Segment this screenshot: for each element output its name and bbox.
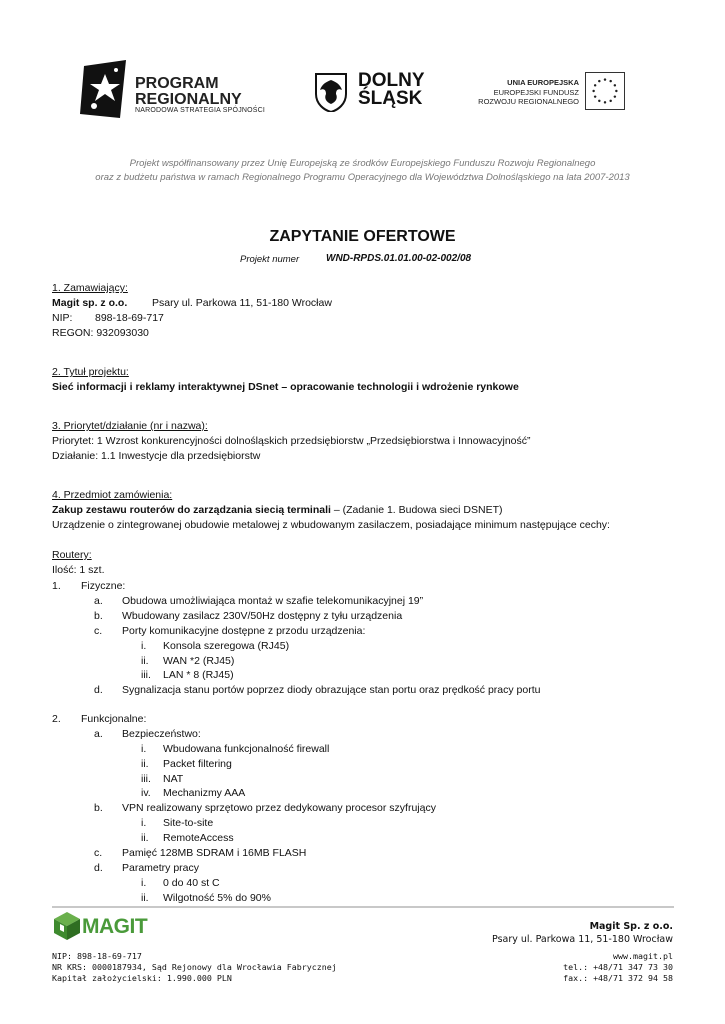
dolny-logo-line1: DOLNY — [358, 70, 425, 91]
s1-nip: 898-18-69-717 — [95, 312, 164, 324]
spec-item-text: Pamięć 128MB SDRAM i 16MB FLASH — [122, 847, 307, 859]
spec-item-text: Bezpieczeństwo: — [122, 728, 201, 740]
spec-item-text: Fizyczne: — [81, 580, 126, 592]
spec-item-text: Sygnalizacja stanu portów poprzez diody obrazujące stan portu oraz prędkość pracy portu — [122, 684, 541, 696]
spec-item-text: Porty komunikacyjne dostępne z przodu urządzenia: — [122, 625, 366, 637]
s1-regon: REGON: 932093030 — [52, 327, 149, 339]
spec-item-text: Obudowa umożliwiająca montaż w szafie telekomunikacyjnej 19” — [122, 595, 424, 607]
spec-item-marker: iii. — [141, 773, 151, 785]
footer-address: Psary ul. Parkowa 11, 51-180 Wrocław — [492, 934, 673, 945]
footer-krs: NR KRS: 0000187934, Sąd Rejonowy dla Wrocławia Fabrycznej — [52, 962, 337, 972]
routers-quantity: Ilość: 1 szt. — [52, 564, 105, 576]
page-title: ZAPYTANIE OFERTOWE — [269, 228, 456, 245]
s4-subject — [52, 503, 503, 517]
program-regionalny-logo — [80, 60, 280, 122]
dolny-slask-logo — [314, 72, 439, 112]
magit-logo-text: MAGIT — [82, 915, 148, 938]
spec-item-text: Wilgotność 5% do 90% — [163, 892, 271, 904]
s3-action: Działanie: 1.1 Inwestycje dla przedsiębiorstw — [52, 450, 261, 462]
spec-item-marker: ii. — [141, 758, 149, 770]
spec-item-marker: b. — [94, 610, 103, 622]
dolny-logo-line2: ŚLĄSK — [358, 88, 423, 109]
eu-logo-line3: ROZWOJU REGIONALNEGO — [478, 97, 579, 106]
eu-logo — [477, 72, 642, 112]
program-logo-text — [135, 76, 242, 108]
program-logo-line1: PROGRAM — [135, 75, 219, 92]
spec-item-marker: i. — [141, 640, 147, 652]
s3-priority: Priorytet: 1 Wzrost konkurencyjności dolnośląskich przedsiębiorstw „Przedsiębiorstwa i Innowacyjność” — [52, 435, 531, 447]
s1-company: Magit sp. z o.o. — [52, 297, 128, 309]
spec-item-text: 0 do 40 st C — [163, 877, 220, 889]
eu-logo-text — [478, 78, 579, 107]
spec-item-text: Parametry pracy — [122, 862, 200, 874]
spec-item-text: Wbudowany zasilacz 230V/50Hz dostępny z tyłu urządzenia — [122, 610, 403, 622]
spec-item-text: WAN *2 (RJ45) — [163, 655, 235, 667]
s2-project-title: Sieć informacji i reklamy interaktywnej DSnet – opracowanie technologii i wdrożenie rynkowe — [52, 381, 519, 393]
spec-item-marker: ii. — [141, 832, 149, 844]
spec-item-marker: a. — [94, 595, 103, 607]
cofinancing-line2: oraz z budżetu państwa w ramach Regionalnego Programu Operacyjnego dla Województwa Dolnośląskiego na lata 2007-2013 — [95, 172, 630, 183]
spec-item-marker: d. — [94, 862, 103, 874]
s1-nip-label: NIP: — [52, 312, 73, 324]
routers-label: Routery: — [52, 549, 92, 561]
s1-heading: 1. Zamawiający: — [52, 282, 128, 294]
spec-item-marker: 1. — [52, 580, 61, 592]
spec-item-text: RemoteAccess — [163, 832, 234, 844]
s2-heading: 2. Tytuł projektu: — [52, 366, 129, 378]
eu-logo-line1: UNIA EUROPEJSKA — [507, 78, 579, 87]
s4-description: Urządzenie o zintegrowanej obudowie metalowej z wbudowanym zasilaczem, posiadające minimum następujące cechy: — [52, 519, 610, 531]
spec-item-marker: b. — [94, 802, 103, 814]
s4-subject-bold: Zakup zestawu routerów do zarządzania siecią terminali — [52, 504, 331, 516]
spec-item-marker: ii. — [141, 892, 149, 904]
spec-item-marker: c. — [94, 625, 103, 637]
footer-company: Magit Sp. z o.o. — [589, 921, 673, 932]
spec-item-marker: iv. — [141, 787, 151, 799]
magit-logo — [52, 910, 162, 942]
footer-capital: Kapitał założycielski: 1.990.000 PLN — [52, 973, 232, 983]
program-star-icon — [80, 60, 130, 120]
spec-item-text: Wbudowana funkcjonalność firewall — [163, 743, 330, 755]
project-number: WND-RPDS.01.01.00-02-002/08 — [326, 253, 472, 264]
footer-nip: NIP: 898-18-69-717 — [52, 951, 142, 961]
spec-item-text: NAT — [163, 773, 184, 785]
spec-item-marker: c. — [94, 847, 103, 859]
spec-item-marker: iii. — [141, 669, 151, 681]
eagle-crest-icon — [314, 72, 348, 112]
spec-item-marker: d. — [94, 684, 103, 696]
spec-item-text: Konsola szeregowa (RJ45) — [163, 640, 290, 652]
s1-address: Psary ul. Parkowa 11, 51-180 Wrocław — [152, 297, 332, 309]
eu-flag-icon — [585, 72, 625, 110]
program-logo-tagline: NARODOWA STRATEGIA SPÓJNOŚCI — [135, 107, 266, 114]
dolny-logo-text — [358, 72, 425, 108]
footer-divider — [52, 906, 674, 908]
spec-item-text: Funkcjonalne: — [81, 713, 147, 725]
program-logo-line2: REGIONALNY — [135, 91, 242, 108]
spec-item-marker: i. — [141, 877, 147, 889]
s3-heading: 3. Priorytet/działanie (nr i nazwa): — [52, 420, 208, 432]
spec-item-marker: ii. — [141, 655, 149, 667]
cofinancing-line1: Projekt współfinansowany przez Unię Europejską ze środków Europejskiego Funduszu Rozwoju Regionalnego — [129, 158, 596, 169]
eu-logo-line2: EUROPEJSKI FUNDUSZ — [493, 87, 579, 97]
spec-item-text: LAN * 8 (RJ45) — [163, 669, 234, 681]
spec-item-text: Site-to-site — [163, 817, 214, 829]
footer-tel: tel.: +48/71 347 73 30 — [563, 962, 673, 972]
s4-heading: 4. Przedmiot zamówienia: — [52, 489, 173, 501]
spec-item-marker: i. — [141, 817, 147, 829]
project-number-label: Projekt numer — [240, 254, 300, 265]
spec-item-text: Packet filtering — [163, 758, 232, 770]
s4-subject-rest: – (Zadanie 1. Budowa sieci DSNET) — [330, 504, 503, 516]
spec-item-marker: 2. — [52, 713, 61, 725]
footer-fax: fax.: +48/71 372 94 58 — [563, 973, 673, 983]
magit-cube-icon — [52, 910, 82, 942]
spec-item-marker: a. — [94, 728, 103, 740]
spec-item-text: Mechanizmy AAA — [163, 787, 246, 799]
spec-item-text: VPN realizowany sprzętowo przez dedykowany procesor szyfrujący — [122, 802, 436, 814]
footer-www[interactable]: www.magit.pl — [613, 951, 673, 961]
spec-item-marker: i. — [141, 743, 147, 755]
